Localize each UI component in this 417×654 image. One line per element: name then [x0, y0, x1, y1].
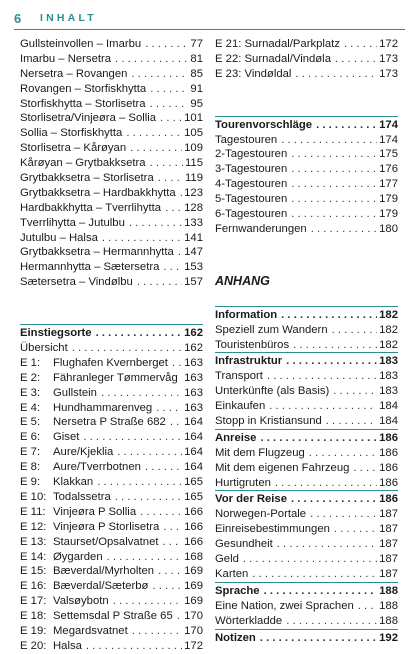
start-point-entry — [20, 624, 203, 639]
entry-page: 187 — [379, 523, 398, 536]
start-point-entry — [20, 520, 203, 535]
entry-title: Halsa — [53, 639, 82, 652]
entry-page: 186 — [379, 493, 398, 506]
entry-page: 119 — [184, 172, 203, 185]
entry-title: Nersetra – Rovangen — [20, 67, 128, 80]
entry-title: Information — [215, 308, 278, 321]
start-point-entry — [20, 594, 203, 609]
entry-code: E 11: — [20, 505, 46, 518]
entry-page: 168 — [184, 550, 203, 563]
entry-page: 166 — [184, 520, 203, 533]
entry-title: Tagestouren — [215, 133, 278, 146]
route-entry — [20, 111, 203, 126]
entry-title: Einkaufen — [215, 400, 266, 413]
entry-page: 188 — [379, 584, 398, 597]
route-entry — [20, 67, 203, 82]
entry-page: 101 — [184, 112, 203, 125]
entry-code: E 19: — [20, 624, 47, 637]
entry-title: 5-Tagestouren — [215, 193, 288, 206]
entry-title: Notizen — [215, 631, 256, 644]
appendix-entry — [215, 446, 398, 461]
entry-page: 186 — [379, 476, 398, 489]
entry-title: Mit dem Flugzeug — [215, 446, 305, 459]
entry-title: Nersetra P Straße 682 — [53, 416, 166, 429]
route-entry — [20, 260, 203, 275]
entry-title: Aure/Kjeklia — [53, 446, 114, 459]
entry-title: Aure/Tverrbotnen — [53, 461, 141, 474]
section-heading-einstiegsorte — [20, 324, 203, 341]
entry-page: 175 — [379, 148, 398, 161]
entry-code: E 18: — [20, 610, 47, 623]
entry-title: Staurset/Opsalvatnet — [53, 535, 159, 548]
entry-code: E 2: — [20, 371, 41, 384]
start-point-entry — [20, 386, 203, 401]
entry-title: Rovangen – Storfiskhytta — [20, 82, 147, 95]
entry-title: Hardbakkhytta – Tverrlihytta — [20, 201, 162, 214]
entry-title: Fähranleger Tømmervåg — [53, 371, 178, 384]
tour-entry — [215, 192, 398, 207]
entry-page: 105 — [184, 127, 203, 140]
appendix-entry — [215, 599, 398, 614]
entry-title: Hundhammarenveg — [53, 401, 153, 414]
route-entry — [20, 216, 203, 231]
entry-title: Grytbakksetra – Storlisetra — [20, 172, 154, 185]
route-entry — [20, 97, 203, 112]
start-point-entry — [215, 52, 398, 67]
entry-page: 174 — [379, 133, 398, 146]
entry-title: Übersicht — [20, 342, 68, 355]
entry-title: Jutulbu – Halsa — [20, 231, 98, 244]
route-entry — [20, 275, 203, 290]
entry-page: 163 — [184, 401, 203, 414]
entry-page: 170 — [184, 610, 203, 623]
entry-code: E 13: — [20, 535, 47, 548]
entry-page: 187 — [379, 508, 398, 521]
start-point-entry — [20, 415, 203, 430]
appendix-entry — [215, 507, 398, 522]
entry-title: E 22: Surnadal/Vindøla — [215, 52, 331, 65]
tour-entry — [215, 162, 398, 177]
entry-page: 157 — [184, 276, 203, 289]
entry-page: 77 — [190, 38, 203, 50]
tour-entry — [215, 147, 398, 162]
entry-title: Fernwanderungen — [215, 222, 307, 235]
start-point-entry — [20, 475, 203, 490]
entry-page: 166 — [184, 505, 203, 518]
tour-entry — [215, 222, 398, 237]
appendix-section-heading — [215, 429, 398, 446]
entry-page: 186 — [379, 431, 398, 444]
appendix-section-heading — [215, 352, 398, 369]
entry-title: Storlisetra – Kårøyan — [20, 142, 127, 155]
start-point-entry — [20, 445, 203, 460]
entry-page: 163 — [184, 386, 203, 399]
entry-code: E 3: — [20, 386, 41, 399]
entry-title: Gesundheit — [215, 538, 273, 551]
appendix-section-heading — [215, 629, 398, 646]
entry-title: Settemsdal P Straße 65 — [53, 610, 173, 623]
entry-title: Hermannhytta – Sætersetra — [20, 261, 160, 274]
entry-page: 163 — [184, 356, 203, 369]
start-point-entry — [20, 550, 203, 565]
entry-title: Tourenvorschläge — [215, 118, 313, 131]
entry-page: 180 — [379, 222, 398, 235]
entry-page: 183 — [379, 370, 398, 383]
entry-title: Unterkünfte (als Basis) — [215, 385, 330, 398]
appendix-entry — [215, 552, 398, 567]
entry-title: Megardsvatnet — [53, 624, 128, 637]
entry-title: Sprache — [215, 584, 260, 597]
entry-title: 6-Tagestouren — [215, 208, 288, 221]
entry-title: Norwegen-Portale — [215, 508, 307, 521]
start-point-entry — [20, 356, 203, 371]
entry-title: Todalssetra — [53, 490, 111, 503]
entry-page: 192 — [379, 631, 398, 644]
spacer — [215, 237, 398, 271]
entry-title: Sætersetra – Vindølbu — [20, 276, 133, 289]
entry-title: E 23: Vindøldal — [215, 67, 292, 80]
entry-page: 184 — [379, 415, 398, 428]
entry-page: 165 — [184, 476, 203, 489]
entry-page: 164 — [184, 461, 203, 474]
entry-page: 177 — [379, 178, 398, 191]
entry-title: Infrastruktur — [215, 355, 283, 368]
entry-page: 169 — [184, 595, 203, 608]
route-entry — [20, 201, 203, 216]
entry-code: E 15: — [20, 565, 47, 578]
entry-page: 186 — [379, 461, 398, 474]
entry-title: Flughafen Kvernberget — [53, 356, 168, 369]
entry-title: Storlisetra/Vinjeøra – Sollia — [20, 112, 157, 125]
entry-code: E 1: — [20, 356, 41, 369]
appendix-entry — [215, 323, 398, 338]
entry-title: Valsøybotn — [53, 595, 109, 608]
start-point-entry — [20, 579, 203, 594]
entry-code: E 8: — [20, 461, 41, 474]
appendix-entry — [215, 614, 398, 629]
entry-code: E 6: — [20, 431, 41, 444]
tour-entry — [215, 207, 398, 222]
entry-page: 141 — [184, 231, 203, 244]
entry-title: Bæverdal/Myrholten — [53, 565, 155, 578]
entry-title: Øygarden — [53, 550, 103, 563]
header-rule — [14, 29, 405, 30]
entry-title: Grytbakksetra – Hermannhytta — [20, 246, 174, 259]
entry-page: 164 — [184, 416, 203, 429]
toc-left-column — [20, 37, 203, 654]
route-entry — [20, 245, 203, 260]
entry-title: Eine Nation, zwei Sprachen — [215, 599, 354, 612]
entry-title: Karten — [215, 567, 249, 580]
entry-title: Mit dem eigenen Fahrzeug — [215, 461, 350, 474]
entry-title: Vor der Reise — [215, 493, 287, 506]
entry-code: E 9: — [20, 476, 41, 489]
section-title: INHALT — [40, 12, 97, 24]
entry-code: E 14: — [20, 550, 47, 563]
entry-title: Giset — [53, 431, 80, 444]
entry-title: Touristenbüros — [215, 338, 290, 351]
route-entry — [20, 126, 203, 141]
entry-page: 188 — [379, 599, 398, 612]
appendix-entry — [215, 567, 398, 582]
entry-page: 170 — [184, 624, 203, 637]
start-point-entry — [20, 490, 203, 505]
entry-page: 169 — [184, 580, 203, 593]
entry-page: 183 — [379, 355, 398, 368]
appendix-entry — [215, 537, 398, 552]
route-entry — [20, 37, 203, 52]
start-point-entry — [20, 430, 203, 445]
entry-page: 128 — [184, 201, 203, 214]
entry-title: Gullsteinvollen – Imarbu — [20, 38, 142, 50]
appendix-entry — [215, 522, 398, 537]
entry-page: 172 — [379, 38, 398, 50]
route-entry — [20, 52, 203, 67]
entry-page: 182 — [379, 323, 398, 336]
appendix-entry — [215, 461, 398, 476]
route-entry — [20, 231, 203, 246]
entry-page: 184 — [379, 400, 398, 413]
entry-page: 91 — [190, 82, 203, 95]
entry-page: 153 — [184, 261, 203, 274]
entry-title: Wörterkladde — [215, 614, 283, 627]
entry-title: Transport — [215, 370, 263, 383]
entry-page: 172 — [184, 639, 203, 652]
overview-entry — [20, 341, 203, 356]
start-point-entry — [20, 609, 203, 624]
entry-page: 183 — [379, 385, 398, 398]
entry-page: 187 — [379, 553, 398, 566]
entry-page: 109 — [184, 142, 203, 155]
route-entry — [20, 186, 203, 201]
appendix-section-heading — [215, 582, 398, 599]
start-point-entry — [20, 535, 203, 550]
entry-title: Imarbu – Nersetra — [20, 52, 112, 65]
entry-page: 81 — [190, 52, 203, 65]
appendix-entry — [215, 369, 398, 384]
entry-page: 85 — [190, 67, 203, 80]
entry-page: 162 — [184, 342, 203, 355]
entry-code: E 7: — [20, 446, 41, 459]
entry-title: Vinjeøra P Sollia — [53, 505, 137, 518]
entry-title: Vinjeøra P Storlisetra — [53, 520, 160, 533]
entry-title: Gullstein — [53, 386, 97, 399]
entry-page: 123 — [184, 186, 203, 199]
entry-title: Kårøyan – Grytbakksetra — [20, 157, 146, 170]
entry-page: 162 — [184, 327, 203, 340]
start-point-entry — [20, 564, 203, 579]
start-point-entry — [20, 505, 203, 520]
entry-title: E 21: Surnadal/Parkplatz — [215, 38, 340, 50]
entry-page: 165 — [184, 490, 203, 503]
entry-title: 3-Tagestouren — [215, 163, 288, 176]
entry-page: 187 — [379, 538, 398, 551]
entry-page: 179 — [379, 208, 398, 221]
entry-title: Stopp in Kristiansund — [215, 415, 322, 428]
entry-page: 164 — [184, 446, 203, 459]
entry-page: 187 — [379, 567, 398, 580]
entry-title: Hurtigruten — [215, 476, 271, 489]
entry-code: E 17: — [20, 595, 47, 608]
entry-code: E 16: — [20, 580, 47, 593]
page-number: 6 — [14, 10, 22, 26]
entry-code: E 4: — [20, 401, 41, 414]
route-entry — [20, 156, 203, 171]
entry-page: 173 — [379, 67, 398, 80]
entry-page: 179 — [379, 193, 398, 206]
entry-title: Sollia – Storfiskhytta — [20, 127, 123, 140]
entry-code: E 20: — [20, 639, 47, 652]
entry-page: 163 — [184, 371, 203, 384]
entry-page: 188 — [379, 614, 398, 627]
appendix-section-heading — [215, 306, 398, 323]
route-entry — [20, 141, 203, 156]
entry-title: Anreise — [215, 431, 257, 444]
toc-right-column — [215, 37, 398, 645]
entry-title: Einstiegsorte — [20, 327, 92, 340]
page-header — [14, 8, 97, 28]
entry-page: 173 — [379, 52, 398, 65]
spacer — [20, 290, 203, 324]
entry-title: 4-Tagestouren — [215, 178, 288, 191]
entry-page: 182 — [379, 338, 398, 351]
appendix-heading: ANHANG — [215, 273, 270, 288]
entry-page: 133 — [184, 216, 203, 229]
appendix-entry — [215, 414, 398, 429]
spacer — [215, 82, 398, 116]
entry-code: E 5: — [20, 416, 41, 429]
entry-page: 147 — [184, 246, 203, 259]
start-point-entry — [20, 371, 203, 386]
entry-page: 169 — [184, 565, 203, 578]
start-point-entry — [20, 639, 203, 654]
tour-entry — [215, 177, 398, 192]
entry-title: Speziell zum Wandern — [215, 323, 328, 336]
entry-title: Klakkan — [53, 476, 94, 489]
entry-page: 115 — [184, 157, 203, 170]
tour-entry — [215, 133, 398, 148]
appendix-entry — [215, 384, 398, 399]
entry-title: Bæverdal/Sæterbø — [53, 580, 149, 593]
entry-page: 176 — [379, 163, 398, 176]
entry-page: 95 — [190, 97, 203, 110]
entry-code: E 10: — [20, 490, 47, 503]
appendix-entry — [215, 338, 398, 353]
section-heading-tourenvorschlaege — [215, 116, 398, 133]
spacer — [215, 291, 398, 306]
start-point-entry — [20, 401, 203, 416]
entry-title: Grytbakksetra – Hardbakkhytta — [20, 186, 176, 199]
start-point-entry — [215, 37, 398, 52]
entry-page: 182 — [379, 308, 398, 321]
entry-title: Storfiskhytta – Storlisetra — [20, 97, 146, 110]
entry-page: 166 — [184, 535, 203, 548]
start-point-entry — [215, 67, 398, 82]
entry-title: Geld — [215, 553, 239, 566]
route-entry — [20, 171, 203, 186]
entry-title: 2-Tagestouren — [215, 148, 288, 161]
entry-title: Tverrlihytta – Jutulbu — [20, 216, 125, 229]
start-point-entry — [20, 460, 203, 475]
appendix-entry — [215, 399, 398, 414]
appendix-entry — [215, 476, 398, 491]
entry-title: Einreisebestimmungen — [215, 523, 330, 536]
entry-page: 174 — [379, 118, 398, 131]
entry-page: 164 — [184, 431, 203, 444]
appendix-section-heading — [215, 490, 398, 507]
entry-page: 186 — [379, 446, 398, 459]
entry-code: E 12: — [20, 520, 47, 533]
route-entry — [20, 82, 203, 97]
